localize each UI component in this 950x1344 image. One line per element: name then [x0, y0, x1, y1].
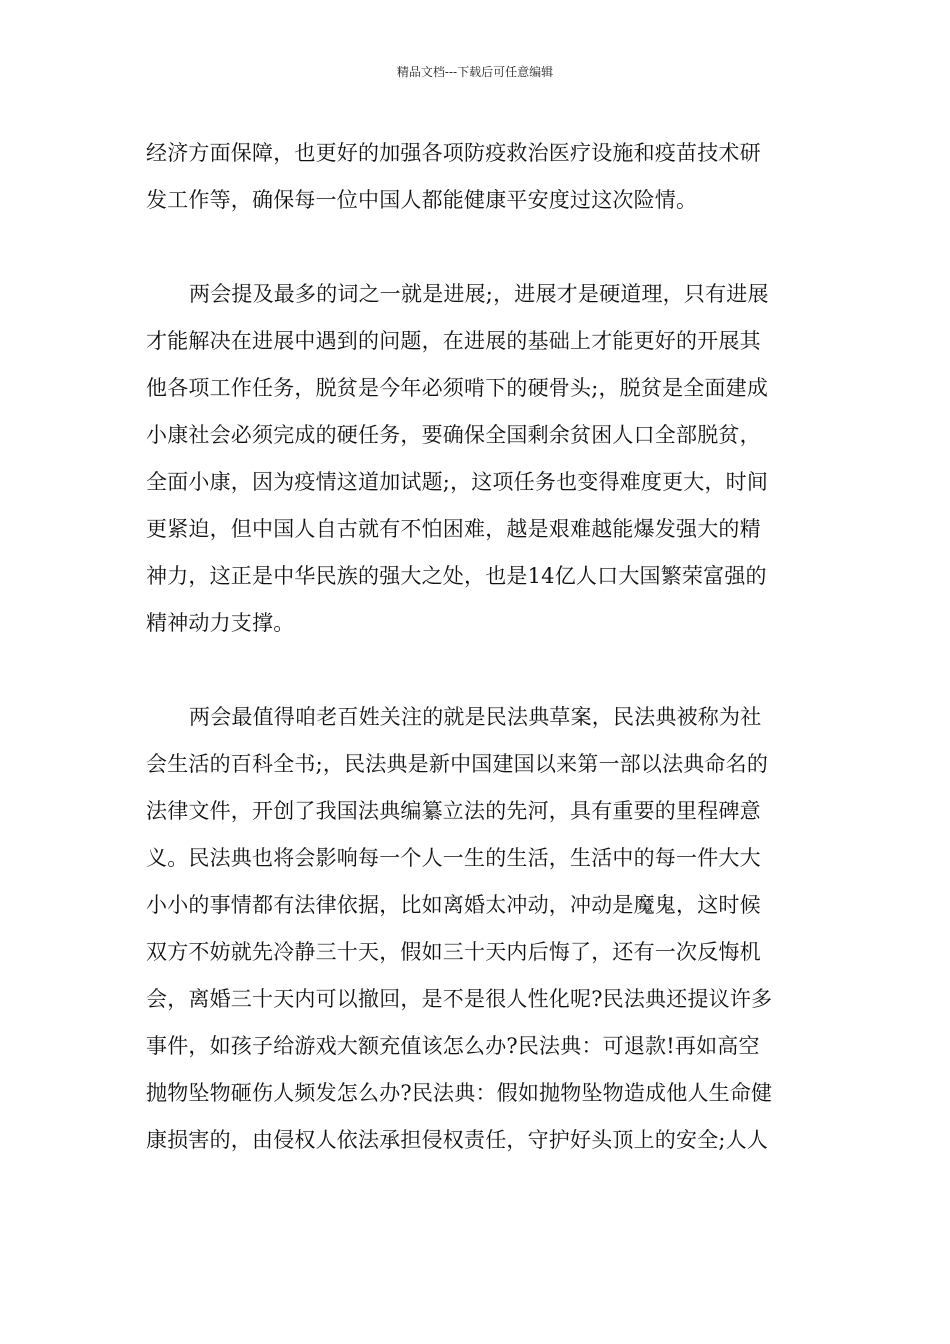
text-line: 经济方面保障，也更好的加强各项防疫救治医疗设施和疫苗技术研: [146, 141, 761, 165]
text-line: 两会提及最多的词之一就是进展;，进展才是硬道理，只有进展: [189, 282, 769, 306]
paragraph-gap: [146, 647, 806, 694]
document-body: [146, 130, 806, 1164]
text-line: 更紧迫，但中国人自古就有不怕困难，越是艰难越能爆发强大的精: [146, 517, 761, 541]
text-line: 事件，如孩子给游戏大额充值该怎么办?民法典：可退款!再如高空: [146, 1034, 760, 1058]
paragraph-2: [146, 271, 806, 647]
text-line: 他各项工作任务，脱贫是今年必须啃下的硬骨头;，脱贫是全面建成: [146, 376, 769, 400]
page-header: 精品文档---下载后可任意编辑: [396, 65, 554, 79]
text-line: 全面小康，因为疫情这道加试题;，这项任务也变得难度更大，时间: [146, 470, 769, 494]
paragraph-1: [146, 130, 806, 224]
text-line: 精神动力支撑。: [146, 611, 295, 635]
text-line: 会，离婚三十天内可以撤回，是不是很人性化呢?民法典还提议许多: [146, 987, 773, 1011]
text-line: 神力，这正是中华民族的强大之处，也是14亿人口大国繁荣富强的: [146, 564, 767, 588]
text-line: 康损害的，由侵权人依法承担侵权责任，守护好头顶上的安全;人人: [146, 1128, 769, 1152]
text-line: 义。民法典也将会影响每一个人一生的生活，生活中的每一件大大: [146, 846, 761, 870]
text-line: 才能解决在进展中遇到的问题，在进展的基础上才能更好的开展其: [146, 329, 761, 353]
paragraph-gap: [146, 224, 806, 271]
text-line: 双方不妨就先冷静三十天，假如三十天内后悔了，还有一次反悔机: [146, 940, 761, 964]
text-line: 法律文件，开创了我国法典编纂立法的先河，具有重要的里程碑意: [146, 799, 761, 823]
text-line: 小小的事情都有法律依据，比如离婚太冲动，冲动是魔鬼，这时候: [146, 893, 761, 917]
text-line: 抛物坠物砸伤人频发怎么办?民法典：假如抛物坠物造成他人生命健: [146, 1081, 773, 1105]
text-line: 两会最值得咱老百姓关注的就是民法典草案，民法典被称为社: [189, 705, 762, 729]
paragraph-3: [146, 694, 806, 1164]
text-line: 小康社会必须完成的硬任务，要确保全国剩余贫困人口全部脱贫，: [146, 423, 761, 447]
text-line: 会生活的百科全书;，民法典是新中国建国以来第一部以法典命名的: [146, 752, 769, 776]
text-line: 发工作等，确保每一位中国人都能健康平安度过这次险情。: [146, 188, 698, 212]
